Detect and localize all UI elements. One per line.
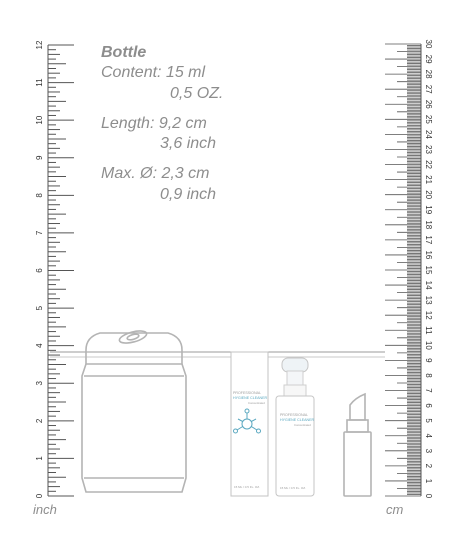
inch-tick-label: 12: [35, 40, 45, 50]
inch-ruler: [35, 40, 74, 498]
cm-tick-label: 23: [423, 145, 433, 154]
cm-tick-label: 21: [423, 175, 433, 185]
diameter-value: Max. Ø: 2,3 cm: [101, 165, 210, 182]
cm-tick-label: 13: [423, 295, 433, 305]
product-bottle: [276, 358, 315, 496]
spec-title: Bottle: [101, 44, 147, 61]
cm-tick-label: 3: [423, 448, 433, 454]
cm-tick-label: 6: [423, 403, 433, 408]
cm-tick-label: 25: [423, 114, 433, 124]
content-oz-value: 0,5 OZ.: [170, 85, 224, 102]
inch-unit-label: inch: [33, 502, 57, 517]
cm-tick-label: 30: [423, 39, 433, 49]
box-label-line-2: HYGIENE CLEANER: [233, 396, 268, 400]
cm-tick-label: 28: [423, 69, 433, 79]
inch-tick-label: 11: [35, 78, 45, 87]
content-value: Content: 15 ml: [101, 64, 206, 81]
box-volume: 15 ML / 0.5 FL. OZ.: [234, 485, 260, 489]
cm-tick-label: 11: [423, 326, 433, 335]
inch-tick-label: 10: [35, 115, 45, 125]
length-value: Length: 9,2 cm: [101, 115, 207, 132]
inch-tick-label: 3: [35, 381, 45, 386]
cm-tick-label: 0: [423, 493, 433, 499]
cm-ruler: [385, 40, 433, 499]
product-box: [231, 352, 268, 496]
inch-tick-label: 8: [35, 193, 45, 198]
inch-tick-label: 7: [35, 230, 45, 236]
cm-tick-label: 17: [423, 235, 433, 245]
cm-tick-label: 27: [423, 84, 433, 94]
length-inch-value: 3,6 inch: [160, 135, 217, 152]
cm-tick-label: 24: [423, 129, 433, 139]
bottle-label-line-3: Concentrated: [294, 423, 311, 427]
cm-unit-label: cm: [386, 502, 404, 517]
inch-tick-label: 0: [35, 493, 45, 499]
cm-tick-label: 20: [423, 190, 433, 200]
cm-tick-label: 12: [423, 310, 433, 320]
bottle-label-line-1: PROFESSIONAL: [280, 413, 308, 417]
inch-tick-label: 6: [35, 268, 45, 273]
cm-tick-label: 1: [423, 478, 433, 484]
inch-tick-label: 5: [35, 305, 45, 311]
lipstick-icon: [344, 394, 371, 496]
cm-tick-label: 2: [423, 463, 433, 469]
cm-tick-label: 29: [423, 54, 433, 64]
inch-tick-label: 2: [35, 418, 45, 424]
cm-tick-label: 14: [423, 280, 433, 290]
cm-tick-label: 4: [423, 433, 433, 438]
cm-tick-label: 10: [423, 340, 433, 350]
cm-tick-label: 7: [423, 388, 433, 393]
cm-tick-label: 15: [423, 265, 433, 275]
inch-tick-label: 1: [35, 456, 45, 461]
box-label-line-3: Concentrated: [248, 401, 265, 405]
cm-tick-label: 9: [423, 358, 433, 363]
cm-tick-label: 18: [423, 220, 433, 230]
diameter-inch-value: 0,9 inch: [160, 186, 217, 203]
bottle-label-line-2: HYGIENE CLEANER: [280, 418, 315, 422]
can-icon: [82, 329, 186, 492]
box-label-line-1: PROFESSIONAL: [233, 391, 261, 395]
inch-tick-label: 9: [35, 155, 45, 160]
inch-tick-label: 4: [35, 343, 45, 348]
cm-tick-label: 22: [423, 160, 433, 169]
cm-tick-label: 26: [423, 99, 433, 109]
cm-tick-label: 16: [423, 250, 433, 260]
bottle-volume: 15 ML / 0.5 FL. OZ.: [280, 486, 306, 490]
cm-tick-label: 19: [423, 205, 433, 215]
cm-tick-label: 8: [423, 373, 433, 378]
cm-tick-label: 5: [423, 418, 433, 423]
